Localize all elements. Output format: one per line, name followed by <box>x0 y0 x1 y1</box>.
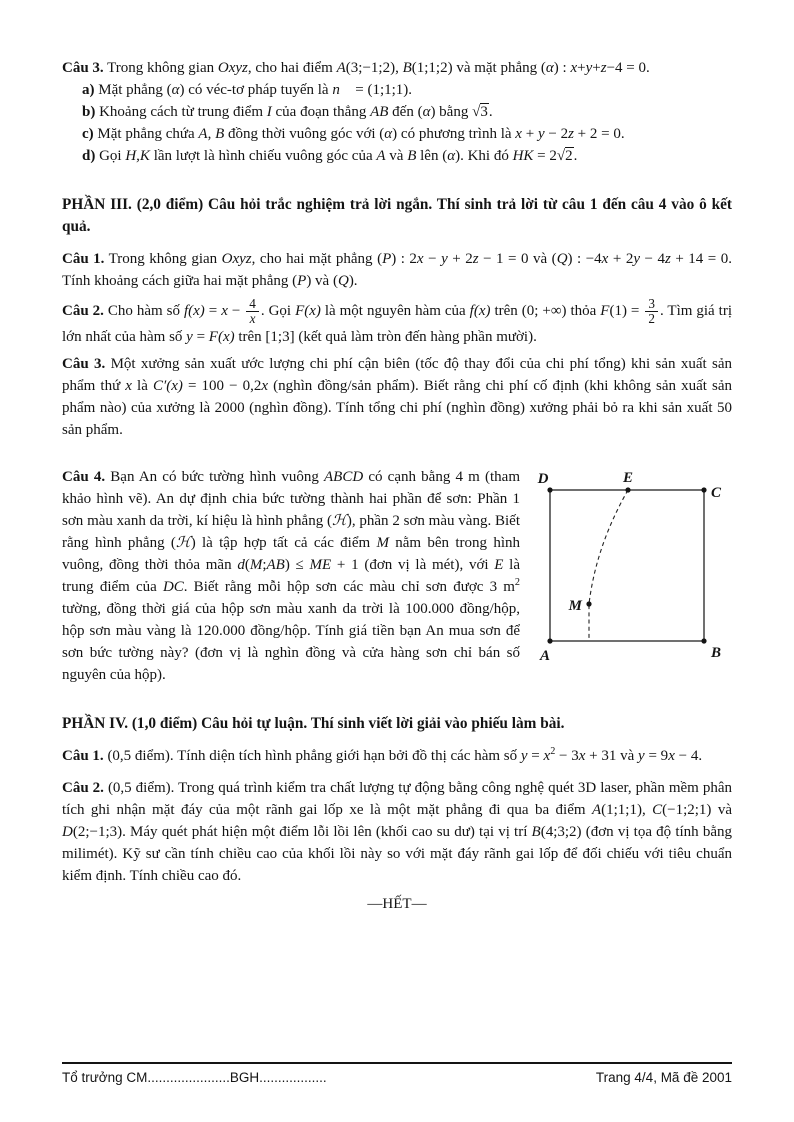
part4-q2: Câu 2. (0,5 điểm). Trong quá trình kiểm tra chất lượng tự động bằng công nghệ quét 3D laser, phần mềm phân tích ghi nhận mặt đáy của một rãnh gai lốp xe là một mặt phẳng đi qua ba điểm A(1;1;1), C(−1;2;1) và D(2;−1;3). Máy quét phát hiện một điểm lỗi lồi lên (khối cao su dư) tại vị trí B(4;3;2) (đơn vị tọa độ tính bằng milimét). Kỹ sư cần tính chiều cao của khối lồi này so với mặt đáy rãnh gai lốp để đối chiếu với tiêu chuẩn kiểm định. Tính chiều cao đó. <box>62 779 732 884</box>
part3-q4-text: Câu 4. Bạn An có bức tường hình vuông ABCD có cạnh bằng 4 m (tham khảo hình vẽ). An dự định chia bức tường thành hai phần để sơn: Phần 1 sơn màu xanh da trời, kí hiệu là hình phẳng (ℋ), phần 2 sơn màu vàng. Biết rằng hình phẳng (ℋ) là tập hợp tất cả các điểm M nằm bên trong hình vuông, đồng thời thỏa mãn d(M;AB) ≤ ME + 1 (đơn vị là mét), với E là trung điểm của DC. Biết rằng mỗi hộp sơn các màu chỉ sơn được 3 $m^2$ tường, đồng thời giá của hộp sơn màu xanh da trời là 100.000 đồng/hộp, hộp sơn màu vàng là 120.000 đồng/hộp. Tính giá tiền bạn An mua sơn để sơn bức tường này? (đơn vị là nghìn đồng và cửa hàng sơn chỉ bán số nguyên của hộp). <box>62 468 521 683</box>
point-D <box>547 487 552 492</box>
end-mark: —HẾT— <box>367 895 427 912</box>
part2-q3-item-d: d) Gọi H,K lần lượt là hình chiếu vuông góc của A và B lên (α). Khi đó HK = 2√2. <box>82 148 578 164</box>
square-wall-figure <box>534 466 732 686</box>
figure-label-B: B <box>711 644 722 661</box>
point-E <box>625 487 630 492</box>
part3-q4 <box>62 466 732 686</box>
square-ABCD <box>550 490 704 641</box>
point-C <box>701 487 706 492</box>
part3-heading: PHẦN III. (2,0 điểm) Câu hỏi trắc nghiệm trả lời ngắn. Thí sinh trả lời từ câu 1 đến câu 4 vào ô kết quả. <box>62 196 732 235</box>
point-A <box>547 638 552 643</box>
part3-q2: Câu 2. Cho hàm số f(x) = x − $\frac{4}{x}$ . Gọi F(x) là một nguyên hàm của f(x) trên (0; +∞) thỏa F(1) = $\frac{3}{2}$ . Tìm giá trị lớn nhất của hàm số y = F(x) trên [1;3] (kết quả làm tròn đến hàng phần mười). <box>62 296 732 345</box>
part4-q1: Câu 1. (0,5 điểm). Tính diện tích hình phẳng giới hạn bởi đồ thị các hàm số $y = x^2 - 3x + 31$ và y = 9x − 4. <box>62 745 703 764</box>
point-M <box>586 601 591 606</box>
dashed-curve-E-M <box>589 490 628 641</box>
figure-label-D: D <box>537 470 549 487</box>
square-wall-svg <box>534 468 732 673</box>
footer-signature-line: Tổ trưởng CM......................BGH.................. <box>62 1070 327 1085</box>
figure-label-A: A <box>539 647 551 664</box>
page-footer <box>62 1062 732 1085</box>
figure-label-C: C <box>711 484 722 501</box>
part4-heading: PHẦN IV. (1,0 điểm) Câu hỏi tự luận. Thí sinh viết lời giải vào phiếu làm bài. <box>62 714 565 732</box>
part3-q3: Câu 3. Một xưởng sản xuất ước lượng chi phí cận biên (tốc độ thay đổi của chi phí tổng) khi sản xuất sản phẩm thứ x là C′(x) = 100 − 0,2x (nghìn đồng/sản phẩm). Biết rằng chi phí cố định (khi không sản xuất sản phẩm nào) của xưởng là 2000 (nghìn đồng). Tính tổng chi phí (nghìn đồng) xưởng phải bỏ ra khi sản xuất 50 sản phẩm. <box>62 355 733 438</box>
point-B <box>701 638 706 643</box>
figure-label-E: E <box>622 469 634 486</box>
part2-q3-item-c: c) Mặt phẳng chứa A, B đồng thời vuông góc với (α) có phương trình là x + y − 2z + 2 = 0. <box>82 126 625 142</box>
part2-q3-item-b: b) Khoảng cách từ trung điểm I của đoạn thẳng AB đến (α) bằng √3. <box>82 104 493 120</box>
part3-q1: Câu 1. Trong không gian Oxyz, cho hai mặt phẳng (P) : 2x − y + 2z − 1 = 0 và (Q) : −4x + 2y − 4z + 14 = 0. Tính khoảng cách giữa hai mặt phẳng (P) và (Q). <box>62 251 733 289</box>
footer-page-info: Trang 4/4, Mã đề 2001 <box>595 1070 732 1085</box>
figure-label-M: M <box>568 597 582 614</box>
part2-q3-intro: Câu 3. Trong không gian Oxyz, cho hai điểm A(3;−1;2), B(1;1;2) và mặt phẳng (α) : x+y+z−4 = 0. <box>62 60 650 76</box>
part2-q3-item-a: a) Mặt phẳng (α) có véc-tơ pháp tuyến là n⃗ = (1;1;1). <box>82 82 413 98</box>
